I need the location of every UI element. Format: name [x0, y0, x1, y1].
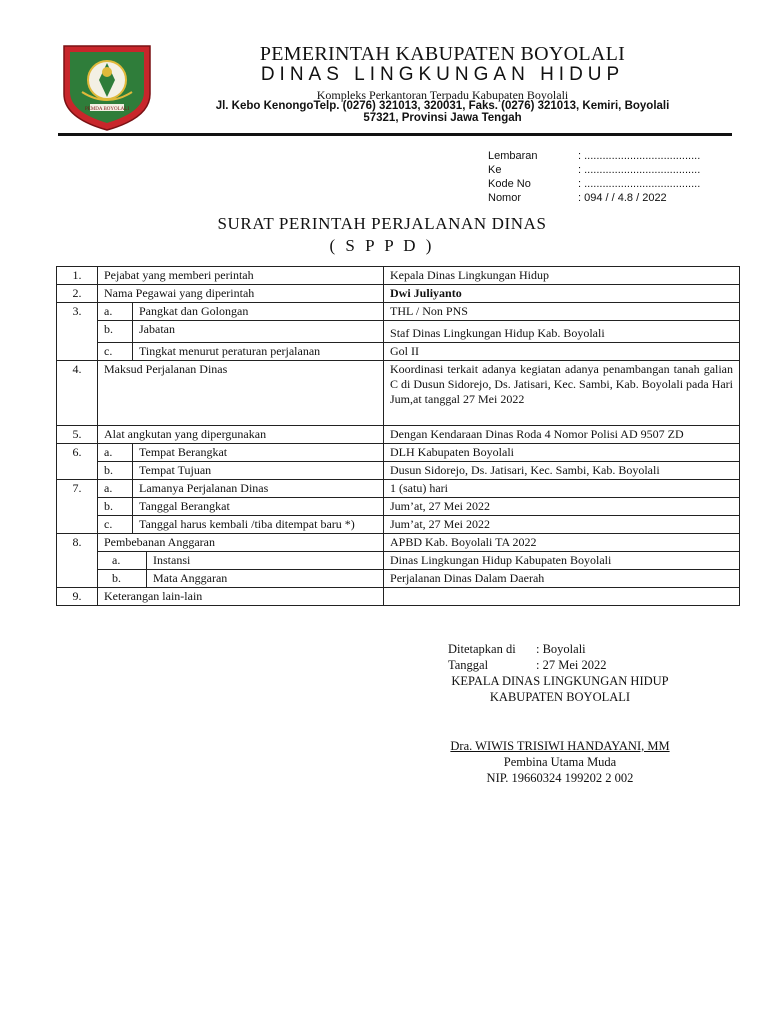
row-value: Dusun Sidorejo, Ds. Jatisari, Kec. Sambi, Kab. Boyolali	[384, 462, 740, 480]
row-number: 3.	[57, 303, 98, 361]
document-title: SURAT PERINTAH PERJALANAN DINAS	[217, 214, 547, 233]
table-row	[57, 361, 740, 426]
meta-label: Lembaran	[488, 150, 538, 162]
table-row	[57, 534, 740, 552]
meta-label: Ke	[488, 164, 502, 176]
sub-letter: b.	[98, 570, 147, 588]
row-number: 5.	[57, 426, 98, 444]
table-row	[57, 570, 740, 588]
table-row	[57, 588, 740, 606]
meta-value: : ......................................	[578, 150, 701, 162]
meta-value: : 094 / / 4.8 / 2022	[578, 192, 667, 204]
table-row	[57, 552, 740, 570]
table-row	[57, 285, 740, 303]
row-label: Nama Pegawai yang diperintah	[98, 285, 384, 303]
sub-letter: c.	[98, 343, 133, 361]
sub-letter: a.	[98, 480, 133, 498]
boyolali-logo	[60, 42, 154, 132]
row-label: Alat angkutan yang dipergunakan	[98, 426, 384, 444]
signature-date-value: : 27 Mei 2022	[536, 658, 607, 672]
sub-letter: a.	[98, 303, 133, 321]
signatory-name: Dra. WIWIS TRISIWI HANDAYANI, MM	[450, 739, 670, 753]
row-value: APBD Kab. Boyolali TA 2022	[384, 534, 740, 552]
table-row	[57, 516, 740, 534]
sub-letter: b.	[98, 498, 133, 516]
meta-value: : ......................................	[578, 164, 701, 176]
table-row	[57, 480, 740, 498]
letterhead-agency: DINAS LINGKUNGAN HIDUP	[260, 64, 625, 85]
signatory-nip: NIP. 19660324 199202 2 002	[486, 771, 634, 785]
sub-letter: a.	[98, 444, 133, 462]
row-number: 8.	[57, 534, 98, 588]
logo-caption: PEMDA BOYOLALI	[84, 107, 130, 112]
row-value: DLH Kabupaten Boyolali	[384, 444, 740, 462]
row-value: Kepala Dinas Lingkungan Hidup	[384, 267, 740, 285]
row-value	[384, 588, 740, 606]
signature-place-value: : Boyolali	[536, 642, 586, 656]
table-row	[57, 498, 740, 516]
letterhead-address: Jl. Kebo KenongoTelp. (0276) 321013, 320031, Faks. (0276) 321013, Kemiri, Boyolali	[215, 100, 670, 112]
row-number: 4.	[57, 361, 98, 426]
row-value: Jum’at, 27 Mei 2022	[384, 498, 740, 516]
row-value: Dwi Juliyanto	[384, 285, 740, 303]
table-row	[57, 462, 740, 480]
document-subtitle: ( S P P D )	[329, 236, 435, 255]
letterhead-address-2: 57321, Provinsi Jawa Tengah	[363, 112, 522, 124]
row-value: Koordinasi terkait adanya kegiatan adanya penambangan tanah galian C di Dusun Sidorejo, Ds. Jatisari, Kec. Sambi, Kab. Boyolali pada Hari Jum,at tanggal 27 Mei 2022	[384, 361, 740, 426]
row-label: Tanggal Berangkat	[133, 498, 384, 516]
table-row	[57, 321, 740, 343]
signatory-rank: Pembina Utama Muda	[503, 755, 617, 769]
row-value: THL / Non PNS	[384, 303, 740, 321]
letterhead-complex: Kompleks Perkantoran Terpadu Kabupaten Boyolali	[316, 88, 569, 102]
row-label: Lamanya Perjalanan Dinas	[133, 480, 384, 498]
row-value: 1 (satu) hari	[384, 480, 740, 498]
row-label: Mata Anggaran	[147, 570, 384, 588]
row-value: Dinas Lingkungan Hidup Kabupaten Boyolali	[384, 552, 740, 570]
letterhead-divider	[58, 133, 732, 136]
sub-letter: c.	[98, 516, 133, 534]
row-label: Jabatan	[133, 321, 384, 343]
sub-letter: b.	[98, 321, 133, 343]
row-label: Tempat Berangkat	[133, 444, 384, 462]
row-label: Tanggal harus kembali /tiba ditempat baru *)	[133, 516, 384, 534]
meta-label: Nomor	[488, 192, 522, 204]
row-value: Perjalanan Dinas Dalam Daerah	[384, 570, 740, 588]
row-value: Staf Dinas Lingkungan Hidup Kab. Boyolali	[384, 321, 740, 343]
meta-value: : ......................................	[578, 178, 701, 190]
table-row	[57, 303, 740, 321]
sub-letter: b.	[98, 462, 133, 480]
row-number: 2.	[57, 285, 98, 303]
signature-place-label: Ditetapkan di	[448, 642, 516, 656]
meta-label: Kode No	[488, 178, 531, 190]
row-label: Pejabat yang memberi perintah	[98, 267, 384, 285]
row-label: Maksud Perjalanan Dinas	[98, 361, 384, 426]
row-number: 7.	[57, 480, 98, 534]
signature-position-1: KEPALA DINAS LINGKUNGAN HIDUP	[451, 674, 669, 688]
sppd-table	[56, 266, 740, 606]
row-value: Dengan Kendaraan Dinas Roda 4 Nomor Polisi AD 9507 ZD	[384, 426, 740, 444]
signature-position-2: KABUPATEN BOYOLALI	[489, 690, 631, 704]
row-label: Tingkat menurut peraturan perjalanan	[133, 343, 384, 361]
row-label: Pangkat dan Golongan	[133, 303, 384, 321]
row-label: Pembebanan Anggaran	[98, 534, 384, 552]
letterhead-government: PEMERINTAH KABUPATEN BOYOLALI	[259, 43, 626, 65]
row-number: 9.	[57, 588, 98, 606]
sub-letter: a.	[98, 552, 147, 570]
row-number: 1.	[57, 267, 98, 285]
table-row	[57, 267, 740, 285]
row-label: Instansi	[147, 552, 384, 570]
row-label: Tempat Tujuan	[133, 462, 384, 480]
row-label: Keterangan lain-lain	[98, 588, 384, 606]
row-value: Jum’at, 27 Mei 2022	[384, 516, 740, 534]
table-row	[57, 343, 740, 361]
row-number: 6.	[57, 444, 98, 480]
row-value: Gol II	[384, 343, 740, 361]
table-row	[57, 426, 740, 444]
signature-date-label: Tanggal	[448, 658, 489, 672]
table-row	[57, 444, 740, 462]
